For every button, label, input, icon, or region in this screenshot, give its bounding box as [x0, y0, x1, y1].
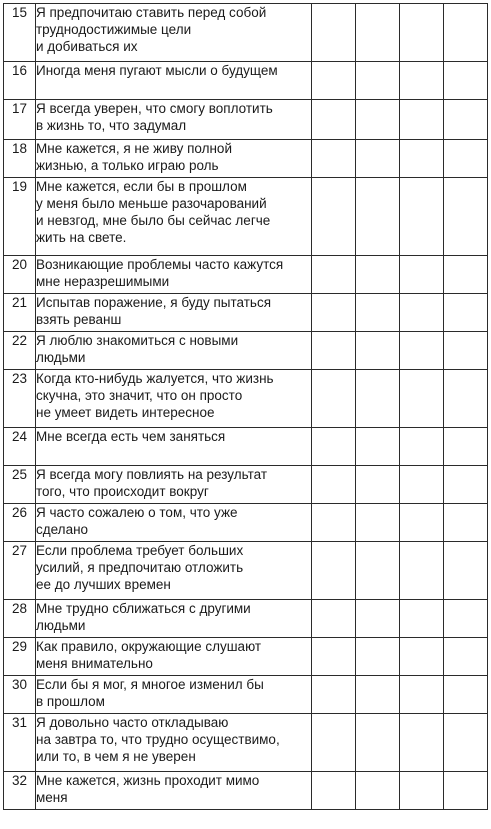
statement-text: Я предпочитаю ставить перед собой труднодостижимые цели и добиваться их: [36, 4, 312, 62]
answer-cell[interactable]: [312, 714, 356, 772]
answer-cell[interactable]: [356, 600, 400, 638]
statement-row: [4, 4, 488, 62]
statement-text: Возникающие проблемы часто кажутся мне неразрешимыми: [36, 256, 312, 294]
answer-cell[interactable]: [444, 62, 488, 100]
statement-text: Мне всегда есть чем заняться: [36, 428, 312, 466]
answer-cell[interactable]: [400, 428, 444, 466]
statement-row: [4, 332, 488, 370]
answer-cell[interactable]: [356, 504, 400, 542]
statement-row: [4, 428, 488, 466]
statement-text: Когда кто-нибудь жалуется, что жизнь скучна, это значит, что он просто не умеет видеть интересное: [36, 370, 312, 428]
answer-cell[interactable]: [444, 772, 488, 810]
answer-cell[interactable]: [444, 504, 488, 542]
answer-cell[interactable]: [356, 542, 400, 600]
answer-cell[interactable]: [356, 178, 400, 256]
answer-cell[interactable]: [400, 714, 444, 772]
statement-row: [4, 62, 488, 100]
answer-cell[interactable]: [444, 332, 488, 370]
statement-number: 15: [4, 4, 36, 62]
answer-cell[interactable]: [312, 600, 356, 638]
statement-text: Как правило, окружающие слушают меня внимательно: [36, 638, 312, 676]
answer-cell[interactable]: [444, 140, 488, 178]
statement-number: 30: [4, 676, 36, 714]
answer-cell[interactable]: [356, 370, 400, 428]
answer-cell[interactable]: [444, 100, 488, 140]
answer-cell[interactable]: [400, 466, 444, 504]
answer-cell[interactable]: [312, 638, 356, 676]
answer-cell[interactable]: [400, 178, 444, 256]
answer-cell[interactable]: [312, 466, 356, 504]
answer-cell[interactable]: [444, 542, 488, 600]
answer-cell[interactable]: [312, 178, 356, 256]
statement-text: Если проблема требует больших усилий, я предпочитаю отложить ее до лучших времен: [36, 542, 312, 600]
answer-cell[interactable]: [400, 294, 444, 332]
statement-text: Мне кажется, жизнь проходит мимо меня: [36, 772, 312, 810]
statement-number: 24: [4, 428, 36, 466]
answer-cell[interactable]: [356, 256, 400, 294]
statement-row: [4, 466, 488, 504]
answer-cell[interactable]: [444, 466, 488, 504]
answer-cell[interactable]: [444, 294, 488, 332]
statement-row: [4, 178, 488, 256]
answer-cell[interactable]: [400, 100, 444, 140]
answer-cell[interactable]: [400, 4, 444, 62]
answer-cell[interactable]: [356, 294, 400, 332]
statement-text: Испытав поражение, я буду пытаться взять реванш: [36, 294, 312, 332]
statement-number: 20: [4, 256, 36, 294]
answer-cell[interactable]: [312, 428, 356, 466]
answer-cell[interactable]: [444, 428, 488, 466]
answer-cell[interactable]: [312, 100, 356, 140]
answer-cell[interactable]: [312, 4, 356, 62]
statement-text: Мне кажется, я не живу полной жизнью, а только играю роль: [36, 140, 312, 178]
statement-text: Я довольно часто откладываю на завтра то, что трудно осуществимо, или то, в чем я не уверен: [36, 714, 312, 772]
answer-cell[interactable]: [356, 62, 400, 100]
statement-row: [4, 676, 488, 714]
answer-cell[interactable]: [312, 256, 356, 294]
statement-row: [4, 504, 488, 542]
answer-cell[interactable]: [356, 714, 400, 772]
statement-number: 19: [4, 178, 36, 256]
answer-cell[interactable]: [356, 676, 400, 714]
statement-number: 29: [4, 638, 36, 676]
statement-number: 32: [4, 772, 36, 810]
statement-row: [4, 600, 488, 638]
answer-cell[interactable]: [356, 140, 400, 178]
statement-number: 18: [4, 140, 36, 178]
answer-cell[interactable]: [312, 676, 356, 714]
statement-number: 21: [4, 294, 36, 332]
questionnaire-table: [3, 3, 488, 810]
answer-cell[interactable]: [400, 140, 444, 178]
answer-cell[interactable]: [444, 256, 488, 294]
statement-number: 22: [4, 332, 36, 370]
statement-text: Я часто сожалею о том, что уже сделано: [36, 504, 312, 542]
statement-text: Иногда меня пугают мысли о будущем: [36, 62, 312, 100]
statement-text: Я всегда могу повлиять на результат того, что происходит вокруг: [36, 466, 312, 504]
statement-row: [4, 542, 488, 600]
statement-text: Мне кажется, если бы в прошлом у меня было меньше разочарований и невзгод, мне было бы сейчас легче жить на свете.: [36, 178, 312, 256]
statement-number: 26: [4, 504, 36, 542]
statement-number: 17: [4, 100, 36, 140]
answer-cell[interactable]: [444, 714, 488, 772]
answer-cell[interactable]: [444, 370, 488, 428]
statement-number: 16: [4, 62, 36, 100]
statement-row: [4, 370, 488, 428]
answer-cell[interactable]: [356, 772, 400, 810]
answer-cell[interactable]: [356, 466, 400, 504]
answer-cell[interactable]: [400, 600, 444, 638]
statement-row: [4, 294, 488, 332]
answer-cell[interactable]: [400, 504, 444, 542]
answer-cell[interactable]: [400, 676, 444, 714]
statement-row: [4, 256, 488, 294]
statement-number: 25: [4, 466, 36, 504]
answer-cell[interactable]: [400, 62, 444, 100]
statement-row: [4, 714, 488, 772]
answer-cell[interactable]: [444, 178, 488, 256]
answer-cell[interactable]: [356, 638, 400, 676]
statement-text: Я всегда уверен, что смогу воплотить в жизнь то, что задумал: [36, 100, 312, 140]
answer-cell[interactable]: [356, 332, 400, 370]
answer-cell[interactable]: [312, 332, 356, 370]
answer-cell[interactable]: [312, 370, 356, 428]
statement-number: 28: [4, 600, 36, 638]
statement-text: Если бы я мог, я многое изменил бы в прошлом: [36, 676, 312, 714]
answer-cell[interactable]: [400, 370, 444, 428]
answer-cell[interactable]: [312, 294, 356, 332]
statement-number: 27: [4, 542, 36, 600]
answer-cell[interactable]: [312, 62, 356, 100]
statement-number: 31: [4, 714, 36, 772]
answer-cell[interactable]: [444, 600, 488, 638]
questionnaire-rows: [4, 4, 488, 810]
answer-cell[interactable]: [312, 140, 356, 178]
answer-cell[interactable]: [312, 504, 356, 542]
answer-cell[interactable]: [400, 772, 444, 810]
answer-cell[interactable]: [312, 542, 356, 600]
answer-cell[interactable]: [400, 256, 444, 294]
answer-cell[interactable]: [400, 638, 444, 676]
answer-cell[interactable]: [356, 428, 400, 466]
answer-cell[interactable]: [444, 638, 488, 676]
answer-cell[interactable]: [400, 332, 444, 370]
statement-number: 23: [4, 370, 36, 428]
statement-row: [4, 638, 488, 676]
answer-cell[interactable]: [312, 772, 356, 810]
answer-cell[interactable]: [400, 542, 444, 600]
statement-row: [4, 772, 488, 810]
answer-cell[interactable]: [444, 4, 488, 62]
answer-cell[interactable]: [444, 676, 488, 714]
statement-text: Я люблю знакомиться с новыми людьми: [36, 332, 312, 370]
answer-cell[interactable]: [356, 100, 400, 140]
statement-text: Мне трудно сближаться с другими людьми: [36, 600, 312, 638]
statement-row: [4, 100, 488, 140]
answer-cell[interactable]: [356, 4, 400, 62]
statement-row: [4, 140, 488, 178]
